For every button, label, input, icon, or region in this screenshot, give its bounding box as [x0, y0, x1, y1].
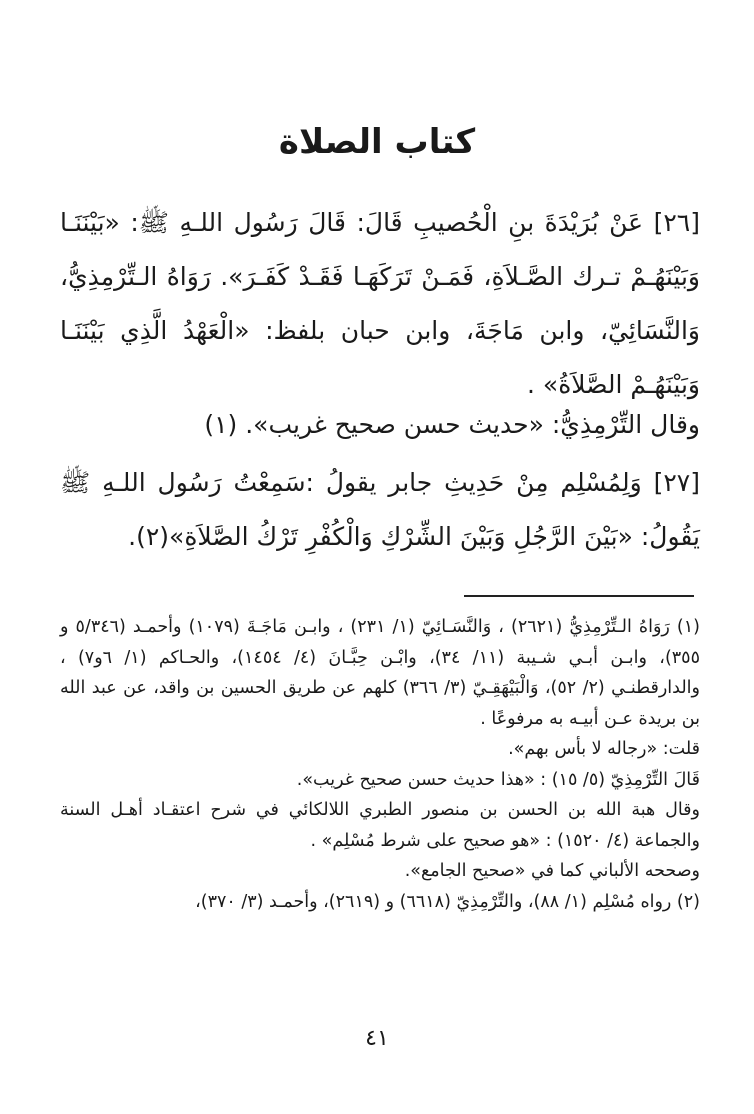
footnote-2-citation: (٢) رواه مُسْلِم (١/ ٨٨)، والتِّرْمِذِيّ (٦٦١٨) و (٢٦١٩)، وأحمـد (٣/ ٣٧٠)،	[195, 891, 700, 912]
footnote-1-lalakai-grading: وقال هبة الله بن الحسن بن منصور الطبري اللالكائي في شرح اعتقـاد أهـل السنة والجماعة (٤/ ١٥٢٠) : «هو صحيح على شرط مُسْلِم» .	[60, 800, 700, 851]
footnote-1-remark: قلت: «رجاله لا بأس بهم».	[508, 739, 700, 759]
footnote-1-tirmidhi-grading: قَالَ التِّرْمِذِيّ (٥/ ١٥) : «هذا حديث حسن صحيح غريب».	[296, 769, 700, 790]
hadith-26-paragraph: [٢٦] عَنْ بُرَيْدَةَ بنِ الْحُصيبِ قَالَ: قَالَ رَسُول اللـهِ ﷺ: «بَيْنَنَـا وَبَيْنَهُـمْ تـرك الصَّـلاَةِ، فَمَـنْ تَرَكَهَـا فَقَـدْ كَفَـرَ». رَوَاهُ الـتِّرْمِذِيُّ، وَالنَّسَائِيّ، وابن مَاجَةَ، وابن حبان بلفظ: «الْعَهْدُ الَّذِي بَيْنَنَـا وَبَيْنَهُـمْ الصَّلاَةُ» .	[60, 208, 700, 399]
footnote-1-albani-grading: وصححه الألباني كما في «صحيح الجامع».	[404, 861, 700, 881]
hadith-27-paragraph: [٢٧] وَلِمُسْلِم مِنْ حَدِيثِ جابر يقولُ :سَمِعْتُ رَسُول اللـهِ ﷺ يَقُولُ: «بَيْنَ الرَّجُلِ وَبَيْنَ الشِّرْكِ وَالْكُفْرِ تَرْكُ الصَّلاَةِ»(٢).	[60, 468, 700, 551]
footnote-separator	[464, 595, 694, 597]
page-number: ٤١	[365, 1026, 389, 1051]
footnote-1-citation: (١) رَوَاهُ الـتِّرْمِذِيُّ (٢٦٢١) ، وَالنَّسَـائِيّ (١/ ٢٣١) ، وابـن مَاجَـةَ (١٠٧٩) وأحمـد (٥/٣٤٦ و ٣٥٥)، وابـن أبـي شـيبة (١١/ ٣٤)، وابْـن حِبَّـانَ (٤/ ١٤٥٤)، والحـاكم (١/ ٦و٧) ، والدارقطنـي (٢/ ٥٢)، وَالْبَيْهَقِـيّ (٣/ ٣٦٦) كلهم عن طريق الحسين بن واقد، عن عبد الله بن بريدة عـن أبيـه به مرفوعًا .	[60, 617, 700, 729]
footnotes-section	[60, 612, 700, 917]
page-title: كتاب الصلاة	[278, 122, 476, 162]
tirmidhi-comment: وقال التِّرْمِذِيُّ: «حديث حسن صحيح غريب». (١)	[204, 410, 700, 439]
